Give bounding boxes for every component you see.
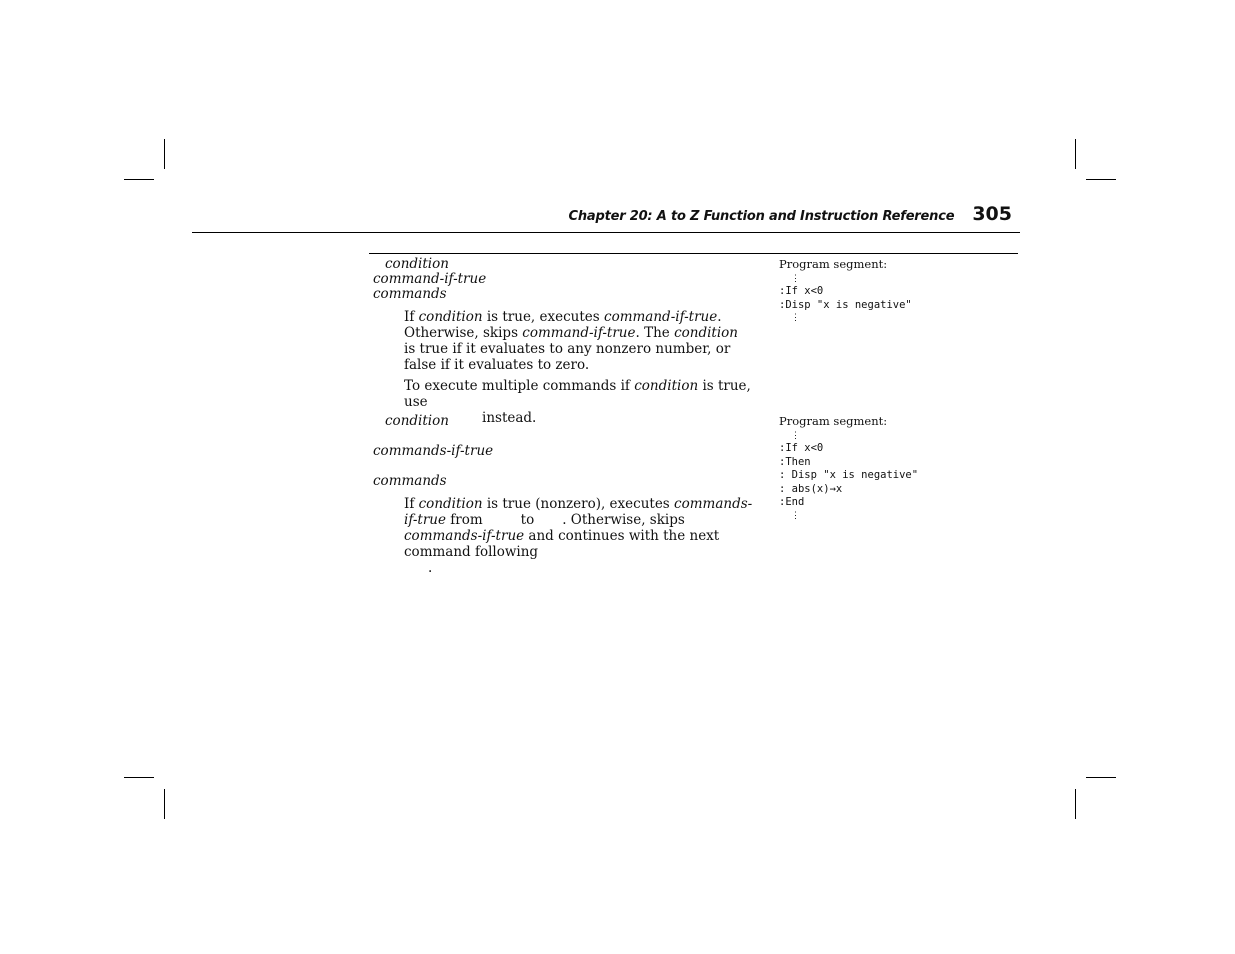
code-line: :If x<0	[779, 442, 824, 454]
vertical-ellipsis: ⋮	[791, 313, 800, 323]
syntax-arg: condition	[385, 256, 449, 272]
description-paragraph: To execute multiple commands if condition is true, use instead.	[404, 378, 751, 426]
vertical-ellipsis: ⋮	[791, 510, 800, 521]
syntax-line	[373, 444, 753, 459]
table-rule	[369, 253, 1018, 254]
description-paragraph: If condition is true, executes command-if-true. Otherwise, skips command-if-true. The condition is true if it evaluates to any nonzero number, or false if it evaluates to zero.	[404, 309, 738, 373]
syntax-arg: commands-if-true	[373, 443, 494, 459]
syntax-arg: condition	[385, 413, 449, 429]
entry-if-left	[373, 257, 753, 426]
syntax-line	[373, 272, 753, 287]
description-paragraph: If condition is true (nonzero), executes commands-if-true from to . Otherwise, skips commands-if-true and continues with the next command following .	[404, 496, 753, 576]
entry-if-then-left	[373, 414, 753, 576]
crop-mark	[124, 777, 154, 778]
code-line: :If x<0	[779, 285, 824, 297]
crop-mark	[1075, 139, 1076, 169]
syntax-line	[373, 287, 753, 302]
entry-if-example	[779, 258, 1014, 324]
syntax-arg: command-if-true	[373, 271, 487, 287]
example-label: Program segment:	[779, 414, 888, 428]
code-line: :Disp "x is negative"	[779, 298, 912, 311]
crop-mark	[1075, 789, 1076, 819]
crop-mark	[1086, 777, 1116, 778]
syntax-line	[373, 257, 753, 272]
crop-mark	[164, 789, 165, 819]
running-head	[560, 203, 1012, 231]
code-line: : Disp "x is negative"	[779, 469, 919, 481]
entry-if-then-example	[779, 415, 1014, 522]
syntax-arg: commands	[373, 286, 447, 302]
crop-mark	[124, 179, 154, 180]
page-number: 305	[972, 203, 1012, 225]
example-label: Program segment:	[779, 257, 888, 271]
vertical-ellipsis: ⋮	[791, 431, 800, 441]
chapter-title: Chapter 20: A to Z Function and Instruction Reference	[568, 209, 955, 224]
crop-mark	[1086, 179, 1116, 180]
header-rule	[192, 232, 1020, 233]
syntax-arg: commands	[373, 473, 447, 489]
syntax-line	[373, 414, 753, 429]
code-line: :End	[779, 496, 805, 508]
crop-mark	[164, 139, 165, 169]
code-line: :Then	[779, 455, 811, 468]
vertical-ellipsis: ⋮	[791, 274, 800, 284]
syntax-line	[373, 474, 753, 489]
code-line: : abs(x)→x	[779, 482, 843, 495]
